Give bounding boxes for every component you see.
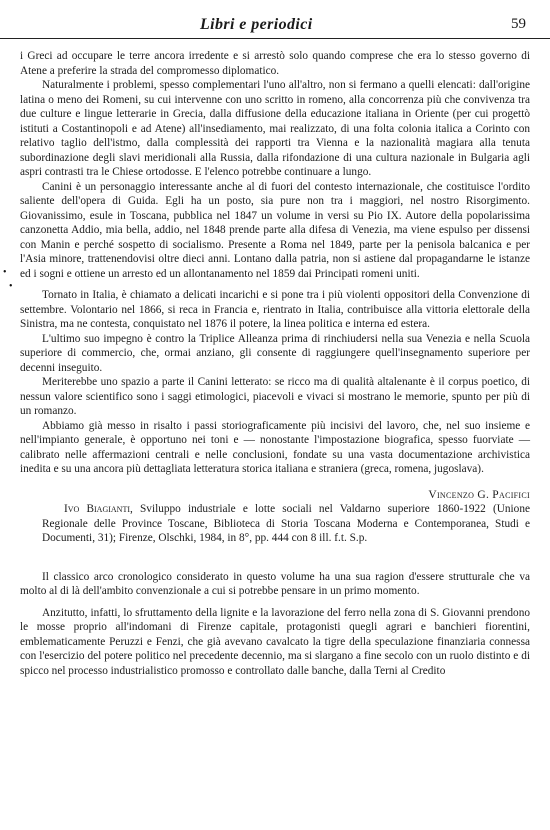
review-signature: Vincenzo G. Pacifici <box>428 488 530 501</box>
review-citation <box>20 502 530 546</box>
paragraph: i Greci ad occupare le terre ancora irredente e si arrestò solo quando comprese che era lo stesso governo di Atene a preferire la strada del compromesso diplomatico. <box>20 50 530 77</box>
paragraph: Abbiamo già messo in risalto i passi storiograficamente più incisivi del lavoro, che, nel suo insieme e nell'impianto generale, è opportuno nei toni e — nonostante l'impostazione biografica, spesso fuorviate — calibrato nelle affermazioni centrali e nelle conclusioni, fondate su una vasta documentazione archivistica inedita e su una ancora più dettagliata letteratura storica italiana e straniera (greca, romena, jugoslava). <box>20 419 530 475</box>
paragraph: Canini è un personaggio interessante anche al di fuori del contesto internazionale, che costituisce l'ordito saliente dell'opera di Guida. Egli ha un posto, sia pure non tra i maggiori, nel nostro Risorgimento. Giovanissimo, esule in Toscana, pubblica nel 1847 un volume in versi su Pio IX. Autore della popolarissima canzonetta Addio, mia bella, addio, nel 1848 prende parte alla difesa di Venezia, ma viene espulso per dissensi con Manin e perché sospetto di socialismo. Presente a Roma nel 1849, parte per la penisola balcanica e per l'Asia minore, trattenendovisi oltre dieci anni. Lontano dalla patria, non si astiene dal propagandarne le istanze ed i sogni e ottiene un arresto ed un allontanamento nel 1859 dai Principati romeni uniti. <box>20 180 530 280</box>
paragraph: Tornato in Italia, è chiamato a delicati incarichi e si pone tra i più violenti oppositori della Convenzione di settembre. Volontario nel 1866, si reca in Francia e, rientrato in Italia, contribuisce alla vittoria elettorale della Sinistra, ma ne contesta, conquistato nel 1876 il potere, la linea politica e interna ed estera. <box>20 289 530 330</box>
review-body <box>20 570 530 679</box>
review-bibliographic-details: , Sviluppo industriale e lotte sociali nel Valdarno superiore 1860-1922 (Unione Regionale delle Province Toscane, Biblioteca di Storia Toscana Moderna e Contemporanea, Studi e Documenti, 31); Firenze, Olschki, 1984, in 8°, pp. 444 con 8 ill. f.t. S.p. <box>42 503 530 544</box>
paragraph: Naturalmente i problemi, spesso complementari l'uno all'altro, non si fermano a quelli elencati: dall'origine latina o meno dei Romeni, su cui intervenne con uno scritto in romeno, alla concorrenza più che convivenza tra due culture e lingue letterarie in Grecia, dalla diffusione della educazione italiana in Oriente (per cui progettò istituti a Costantinopoli e ad Atene) all'insediamento, mai realizzato, di una folta colonia italica a Corinto con relativo taglio dell'istmo, dalla complessità dei rapporti tra Vienna e la nazionalità magiara alla tenuta subordinazione degli slavi meridionali alla Russia, dalla rifondazione di una cultura nazionale in Bulgaria agli aspri contrasti tra le Chiese ortodosse. E l'elenco potrebbe continuare a lungo. <box>20 79 530 178</box>
margin-mark: • <box>3 267 7 278</box>
paragraph: Meriterebbe uno spazio a parte il Canini letterato: se ricco ma di qualità altalenante è il corpus poetico, di nessun valore scientifico sono i saggi etimologici, piacevoli e vivaci si mostrano le memorie, spunto per più di un romanzo. <box>20 376 530 417</box>
paragraph: Il classico arco cronologico considerato in questo volume ha una sua ragion d'essere strutturale che va molto al di là dell'ambito convenzionale a cui si potrebbe pensare in un primo momento. <box>20 570 530 597</box>
paragraph: Anzitutto, infatti, lo sfruttamento della lignite e la lavorazione del ferro nella zona di S. Giovanni prendono le mosse proprio all'indomani di Firenze capitale, protagonisti quegli agrari e banchieri fiorentini, emblematicamente Peruzzi e Fenzi, che già avevano cavalcato la tigre della speculazione finanziaria connessa con l'esercizio del potere politico nel precedente decennio, ma si slargano a fine secolo con un ruolo distinto e di spicco nel processo industrialistico promosso e controllato dalle banche, dalla Terni al Credito <box>20 606 530 677</box>
review-author: Ivo Biagianti <box>64 503 131 515</box>
page-body <box>20 49 530 678</box>
running-title: Libri e periodici <box>200 16 313 33</box>
running-header <box>0 12 550 39</box>
paragraph: L'ultimo suo impegno è contro la Triplice Alleanza prima di rinchiudersi nella sua Venezia e nella Scuola superiore di commercio, che, ormai anziano, gli consente di raggiungere quell'insegnamento superiore per decenni inseguito. <box>20 332 530 374</box>
page-number: 59 <box>511 16 526 32</box>
margin-mark: • <box>9 281 13 292</box>
